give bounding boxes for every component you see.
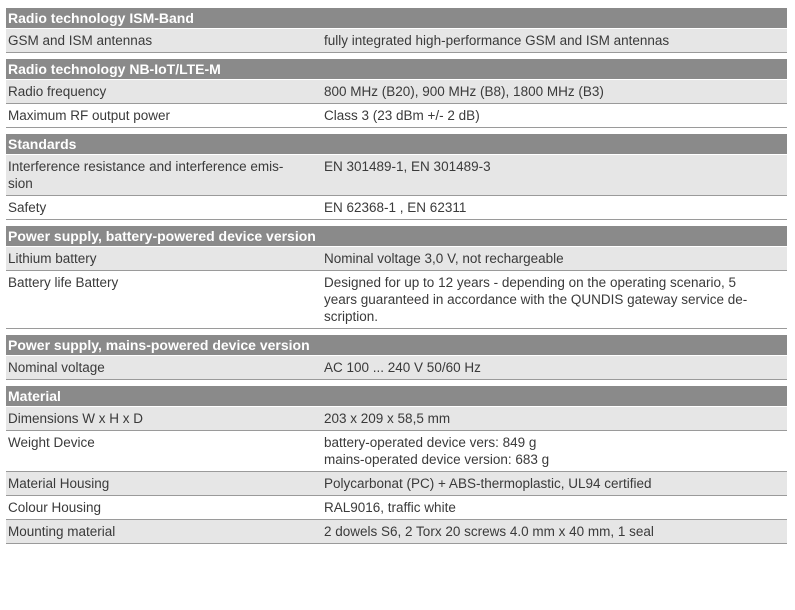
- spec-value-line: AC 100 ... 240 V 50/60 Hz: [324, 360, 481, 375]
- spec-row: [6, 431, 787, 472]
- spec-sheet: [6, 8, 787, 544]
- spec-value-line: 2 dowels S6, 2 Torx 20 screws 4.0 mm x 40 mm, 1 seal: [324, 524, 654, 539]
- spec-value: [324, 274, 787, 325]
- spec-row: [6, 247, 787, 271]
- spec-row: [6, 520, 787, 544]
- spec-label: [6, 32, 324, 49]
- spec-section: [6, 59, 787, 128]
- spec-label-line: Weight Device: [8, 435, 95, 450]
- spec-row: [6, 496, 787, 520]
- section-header: Material: [6, 386, 787, 407]
- spec-label: [6, 499, 324, 516]
- spec-value-line: Nominal voltage 3,0 V, not rechargeable: [324, 251, 564, 266]
- spec-label: [6, 410, 324, 427]
- spec-value: [324, 523, 787, 540]
- spec-label-line: Interference resistance and interference emis-: [8, 159, 284, 174]
- spec-label: [6, 434, 324, 468]
- section-header: Radio technology NB-IoT/LTE-M: [6, 59, 787, 80]
- spec-value-line: RAL9016, traffic white: [324, 500, 456, 515]
- spec-value: [324, 158, 787, 192]
- spec-value: [324, 32, 787, 49]
- spec-value-line: 203 x 209 x 58,5 mm: [324, 411, 451, 426]
- spec-value-line: Polycarbonat (PC) + ABS-thermoplastic, UL94 certified: [324, 476, 652, 491]
- spec-value-line: years guaranteed in accordance with the QUNDIS gateway service de-: [324, 292, 748, 307]
- spec-label: [6, 523, 324, 540]
- spec-label: [6, 107, 324, 124]
- spec-label-line: Material Housing: [8, 476, 110, 491]
- spec-label-line: Battery life Battery: [8, 275, 119, 290]
- spec-section: [6, 134, 787, 220]
- spec-row: [6, 472, 787, 496]
- section-header: Power supply, battery-powered device version: [6, 226, 787, 247]
- spec-value: [324, 434, 787, 468]
- spec-label-line: Maximum RF output power: [8, 108, 171, 123]
- spec-value: [324, 499, 787, 516]
- spec-value-line: EN 62368-1 , EN 62311: [324, 200, 467, 215]
- spec-row: [6, 407, 787, 431]
- spec-value-line: scription.: [324, 309, 379, 324]
- section-header: Power supply, mains-powered device version: [6, 335, 787, 356]
- spec-row: [6, 271, 787, 329]
- spec-value: [324, 250, 787, 267]
- spec-label-line: Dimensions W x H x D: [8, 411, 144, 426]
- spec-value: [324, 107, 787, 124]
- spec-label-line: Lithium battery: [8, 251, 97, 266]
- spec-label-line: Radio frequency: [8, 84, 107, 99]
- spec-label: [6, 359, 324, 376]
- spec-value-line: Class 3 (23 dBm +/- 2 dB): [324, 108, 480, 123]
- spec-label: [6, 475, 324, 492]
- spec-label-line: Nominal voltage: [8, 360, 105, 375]
- spec-value-line: Designed for up to 12 years - depending on the operating scenario, 5: [324, 275, 737, 290]
- spec-row: [6, 104, 787, 128]
- spec-row: [6, 29, 787, 53]
- spec-label: [6, 199, 324, 216]
- spec-value-line: fully integrated high-performance GSM and ISM antennas: [324, 33, 670, 48]
- spec-value-line: EN 301489-1, EN 301489-3: [324, 159, 491, 174]
- spec-section: [6, 335, 787, 380]
- spec-section: [6, 386, 787, 544]
- spec-label-line: Colour Housing: [8, 500, 102, 515]
- spec-label-line: Safety: [8, 200, 47, 215]
- spec-label: [6, 158, 324, 192]
- spec-value-line: battery-operated device vers: 849 g: [324, 435, 537, 450]
- spec-row: [6, 80, 787, 104]
- spec-value: [324, 83, 787, 100]
- spec-label: [6, 250, 324, 267]
- spec-label-line: GSM and ISM antennas: [8, 33, 153, 48]
- section-header: Standards: [6, 134, 787, 155]
- spec-value: [324, 359, 787, 376]
- spec-label: [6, 274, 324, 325]
- spec-label-line: sion: [8, 176, 33, 191]
- spec-row: [6, 356, 787, 380]
- spec-value: [324, 410, 787, 427]
- spec-row: [6, 196, 787, 220]
- spec-value: [324, 199, 787, 216]
- spec-label-line: Mounting material: [8, 524, 116, 539]
- spec-value: [324, 475, 787, 492]
- spec-section: [6, 226, 787, 329]
- spec-section: [6, 8, 787, 53]
- spec-value-line: 800 MHz (B20), 900 MHz (B8), 1800 MHz (B3): [324, 84, 604, 99]
- section-header: Radio technology ISM-Band: [6, 8, 787, 29]
- spec-value-line: mains-operated device version: 683 g: [324, 452, 550, 467]
- spec-row: [6, 155, 787, 196]
- spec-label: [6, 83, 324, 100]
